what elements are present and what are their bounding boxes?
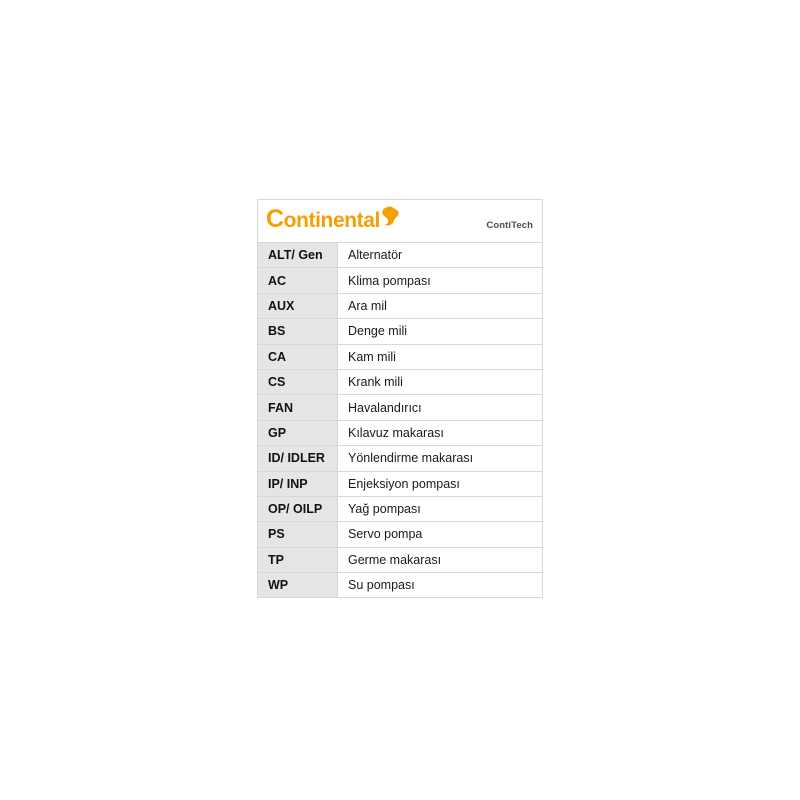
- abbr-desc: Denge mili: [338, 319, 543, 344]
- brand-header: [257, 199, 543, 242]
- abbreviation-table: [257, 242, 543, 598]
- abbr-code: TP: [258, 547, 338, 572]
- abbreviation-table-body: [258, 243, 543, 598]
- abbr-desc: Yağ pompası: [338, 496, 543, 521]
- table-row: [258, 547, 543, 572]
- table-row: [258, 573, 543, 598]
- abbr-code: ID/ IDLER: [258, 446, 338, 471]
- table-row: [258, 420, 543, 445]
- abbr-code: IP/ INP: [258, 471, 338, 496]
- abbr-code: AUX: [258, 293, 338, 318]
- abbr-code: BS: [258, 319, 338, 344]
- abbr-code: CS: [258, 369, 338, 394]
- abbr-desc: Alternatör: [338, 243, 543, 268]
- continental-logo: [266, 205, 399, 233]
- table-row: [258, 496, 543, 521]
- abbr-code: CA: [258, 344, 338, 369]
- continental-wordmark-rest: ontinental: [283, 209, 380, 232]
- horse-logo-icon: [381, 206, 399, 233]
- abbr-code: OP/ OILP: [258, 496, 338, 521]
- abbr-desc: Havalandırıcı: [338, 395, 543, 420]
- table-row: [258, 446, 543, 471]
- table-row: [258, 522, 543, 547]
- table-row: [258, 293, 543, 318]
- table-row: [258, 268, 543, 293]
- abbr-desc: Servo pompa: [338, 522, 543, 547]
- table-row: [258, 319, 543, 344]
- abbr-desc: Su pompası: [338, 573, 543, 598]
- table-row: [258, 471, 543, 496]
- abbreviation-card: [257, 199, 543, 598]
- table-row: [258, 369, 543, 394]
- continental-wordmark: [266, 205, 380, 233]
- abbr-desc: Ara mil: [338, 293, 543, 318]
- abbr-desc: Germe makarası: [338, 547, 543, 572]
- abbr-code: ALT/ Gen: [258, 243, 338, 268]
- abbr-code: WP: [258, 573, 338, 598]
- table-row: [258, 344, 543, 369]
- abbr-code: PS: [258, 522, 338, 547]
- abbr-code: GP: [258, 420, 338, 445]
- abbr-desc: Krank mili: [338, 369, 543, 394]
- abbr-desc: Kam mili: [338, 344, 543, 369]
- abbr-desc: Klima pompası: [338, 268, 543, 293]
- abbr-desc: Enjeksiyon pompası: [338, 471, 543, 496]
- continental-wordmark-capital: C: [266, 205, 284, 233]
- contitech-subbrand: ContiTech: [486, 220, 533, 231]
- abbr-code: FAN: [258, 395, 338, 420]
- abbr-code: AC: [258, 268, 338, 293]
- table-row: [258, 395, 543, 420]
- abbr-desc: Kılavuz makarası: [338, 420, 543, 445]
- table-row: [258, 243, 543, 268]
- abbr-desc: Yönlendirme makarası: [338, 446, 543, 471]
